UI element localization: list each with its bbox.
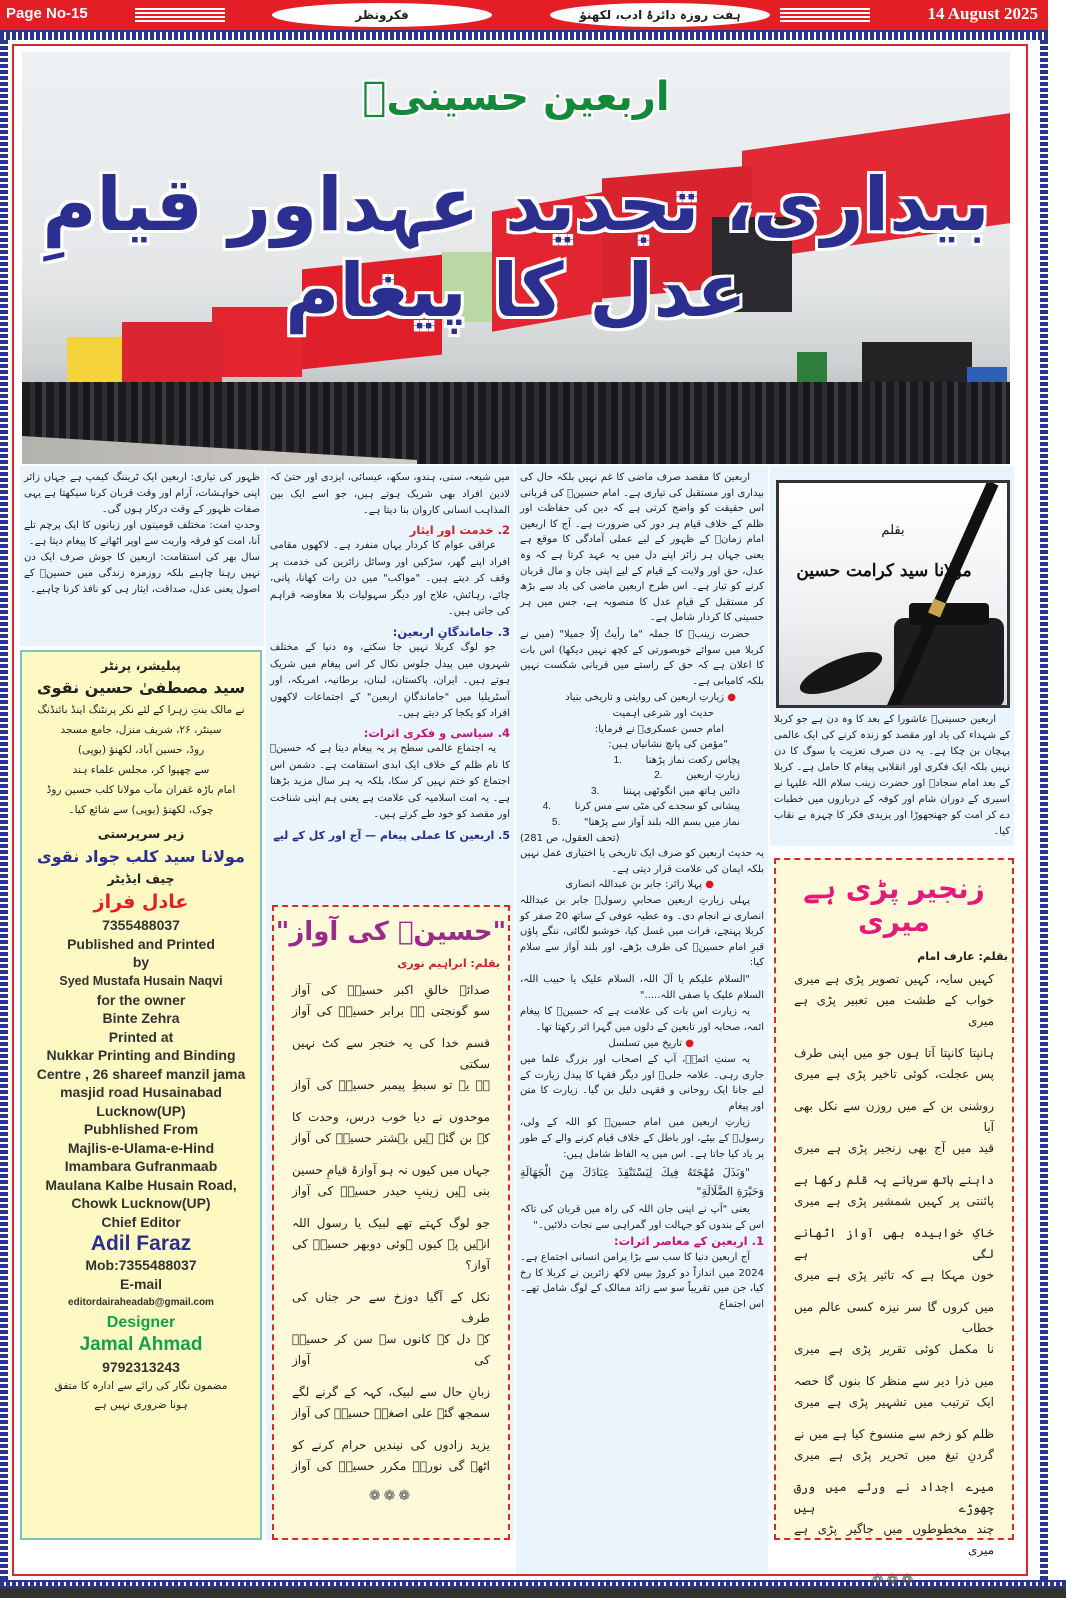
imprint-press-line: Nukkar Printing and Binding xyxy=(46,1047,236,1063)
col1-paragraph: سال بھر کی استقامت: اربعین کا جوش صرف ایک دن نہیں رہنا چاہیے بلکہ روزمرہ زندگی میں حسینؑ کے اصول یعنی عدل، صداقت، ایثار ہی کو نافذ کرنا چاہیے۔ xyxy=(24,552,260,595)
poem-line: میرے اجداد نے ورثے میں ورق چھوڑے ہیں xyxy=(794,1480,994,1515)
col1-paragraph: ظہور کی تیاری: اربعین ایک ٹریننگ کیمپ ہے جہاں زائر اپنی خواہشات، آرام اور وقت قربان کرنا سیکھتا ہے یہی صفات ظہور کے وقت درکار ہوں گی۔ xyxy=(24,472,260,515)
list-text: زیارتِ اربعین xyxy=(686,770,740,782)
imprint-mobile: Mob:7355488037 xyxy=(85,1257,197,1273)
col3-salam: "السلام علیکم یا آلَ اللہ، السلام علیک یا حبیب اللہ، السلام علیک یا صفی اللہ....." xyxy=(520,974,764,1001)
col3-subheading: "مؤمن کی پانچ نشانیاں ہیں: xyxy=(608,739,728,751)
imprint-chief-editor-label-en: Chief Editor xyxy=(101,1213,181,1230)
col2-intro: میں شیعہ، سنی، ہندو، سکھ، عیسائی، ایزدی اور حتیٰ کہ لادین افراد بھی شریک ہوتے ہیں، جو اسے ایک بین المذاہب انسانی کاروان بنا دیتا ہے۔ xyxy=(270,472,510,516)
list-number: 5. xyxy=(551,817,561,829)
col2-article xyxy=(270,470,510,844)
poem-stanza xyxy=(776,1371,1012,1413)
poem-line: پس عجلت، کوئی تاخیر پڑی ہے میری xyxy=(794,1067,994,1081)
poem-line: نا مکمل کوئی تقریر پڑی ہے میری xyxy=(794,1342,994,1356)
poem-line: ایک ترتیب میں تشہیر پڑی ہے میری xyxy=(794,1395,994,1409)
masthead-stripes-right xyxy=(780,8,870,22)
col3-paragraph: یہ سنتِ ائمہؑ، آپ کے اصحاب اور بزرگ علما میں جاری رہی۔ علامہ حلیؒ اور دیگر فقہا کا پیدل زیارت کے لیے جانا ایک روحانی و فقہی دلیل بن گیا۔ زیارت کا متن اور پیغام xyxy=(520,1053,764,1112)
col2-heading-practical-message: 5. اربعین کا عملی پیغام — آج اور کل کے لیے xyxy=(273,828,510,842)
list-number: 4. xyxy=(542,801,552,813)
poem-stanza xyxy=(776,1424,1012,1466)
imprint-address-line: نے مالک بنتِ زہرا کے لئے نکر پرنٹنگ اینڈ بائنڈنگ xyxy=(37,704,245,716)
poem-line: یزید زادوں کی نیندیں حرام کرنے کو xyxy=(292,1438,490,1452)
poem-stanza xyxy=(776,1170,1012,1212)
col3-heading-contemporary: 1. اربعین کے معاصر اثرات: xyxy=(614,1234,764,1249)
list-text: پچاس رکعت نماز پڑھنا xyxy=(645,754,740,766)
poem-stanza xyxy=(274,1213,508,1276)
poem-line: موحدوں نے دیا خوب درس، وحدت کا xyxy=(292,1110,490,1124)
poem-stanza xyxy=(274,1033,508,1096)
poem-line: جہاں میں کیوں نہ ہو آوازۂ قیامِ حسین xyxy=(292,1163,490,1177)
poem-stanza xyxy=(776,1096,1012,1159)
imprint-by: by xyxy=(132,954,150,970)
hero-kicker: اربعین حسینیؑ xyxy=(362,74,670,120)
col2-heading-left-behind: 3. جاماندگانِ اربعین: xyxy=(392,624,510,639)
imprint-office-line: Chowk Lucknow(UP) xyxy=(71,1195,211,1211)
imprint-box xyxy=(20,650,262,1540)
imprint-publisher-name-en: Syed Mustafa Husain Naqvi xyxy=(59,973,223,988)
poem-stanza xyxy=(776,1043,1012,1085)
poem-stanza xyxy=(274,1107,508,1149)
poem-line: چند مخطوطوں میں جاگیر پڑی ہے میری xyxy=(794,1522,994,1557)
poem-line: خاکِ خوابیدہ بھی آواز اٹھانے لگی ہے xyxy=(794,1226,994,1261)
poem-line: روشنی بن کے میں روزن سے نکل بھی آیا xyxy=(794,1099,994,1134)
imprint-disclaimer: مضمون نگار کی رائے سے ادارہ کا متفق ہونا ضروری نہیں ہے xyxy=(54,1379,228,1411)
imprint-address-line: روڈ، حسین آباد، لکھنؤ (یوپی) xyxy=(77,744,205,756)
poem-line: ہانپتا کانپتا آتا ہوں جو میں اپنی طرف xyxy=(794,1046,994,1060)
poem-line: میں کروں گا سر نیزہ کسی عالم میں خطاب xyxy=(794,1300,994,1335)
col3-bullet-text: تاریخ میں تسلسل xyxy=(608,1038,683,1050)
masthead-stripes-left xyxy=(135,8,225,22)
list-item xyxy=(520,768,764,784)
imprint-published-from: Pubhlished From xyxy=(83,1121,199,1137)
col3-bullet-heading xyxy=(520,877,764,893)
imprint-press-line: Centre , 26 shareef manzil jama xyxy=(36,1065,246,1082)
column-name-badge: فکرونظر xyxy=(272,3,492,27)
frame-top-border xyxy=(0,30,1048,40)
poem-line: ظلم کو زخم سے منسوخ کیا ہے میں نے xyxy=(794,1427,994,1441)
poem-stanza xyxy=(274,1382,508,1424)
col3-signs-list xyxy=(520,753,764,831)
col3-bullet-heading xyxy=(520,1036,764,1052)
poem2-title: زنجیر پڑی ہے میری xyxy=(803,872,985,938)
poem-line: ہے یہ تو سبطِ پیمبر حسینؑ کی آواز xyxy=(292,1078,490,1092)
poem-line: کہ دل کے کانوں سے سن کر حسینؑ کی آواز xyxy=(292,1332,490,1367)
poem-line: انہیں پہ کیوں ہوئی دوبھر حسینؑ کی آواز؟ xyxy=(292,1237,490,1272)
poem-line: قید میں آج بھی زنجیر پڑی ہے میری xyxy=(794,1141,994,1155)
col2-paragraph: جو لوگ کربلا نہیں جا سکتے، وہ دنیا کے مختلف شہروں میں پیدل جلوس نکال کر اس پیغام میں شریک ہوتے ہیں۔ ایران، پاکستان، لبنان، برطانیہ، امریکہ، اور آسٹریلیا میں "جاماندگانِ اربعین" کے اجتماعات لاکھوں افراد کو یکجا کر دیتے ہیں۔ xyxy=(270,642,510,719)
poem2-byline: بقلم: عارف امام xyxy=(917,950,1008,963)
col3-paragraph: یہ زیارت اس بات کی علامت ہے کہ حسینؑ کا پیغام ائمہ، صحابہ اور تابعین کے دلوں میں گہرا اثر رکھتا تھا۔ xyxy=(520,1006,764,1033)
bullet-icon: ● xyxy=(702,879,714,891)
poem1-byline: بقلم: ابراہیم نوری xyxy=(397,957,500,970)
poem2-end-mark: ❁❁❁ xyxy=(871,1572,917,1588)
bullet-icon: ● xyxy=(682,1038,694,1050)
col3-paragraph: اربعین کا مقصد صرف ماضی کا غم نہیں بلکہ حال کی بیداری اور مستقبل کی تیاری ہے۔ امام حسینؑ کی قربانی اس حقیقت کو واضح کرتی ہے کہ دین کی حفاظت اور ظلم کے خلاف قیام ہر دور کی ضرورت ہے۔ آج کا اربعین امام زمانؑ کے ظہور کے لیے عملی آمادگی کا موقع ہے یعنی جہاں ہر زائر اپنے دل میں یہ عہد کرتا ہے کہ وہ عدل، حق اور ولایت کے قیام کے لیے اپنی جان و مال قربان کرنے کو تیار ہے۔ اس طرح اربعین ماضی کی یاد سے بڑھ کر مستقبل کے قیامِ عدل کا منصوبہ ہے، جس میں ہر حسینی کا کردار شامل ہے۔ xyxy=(520,472,764,624)
hero-photo xyxy=(22,52,1010,464)
imprint-chief-editor-name-en: Adil Faraz xyxy=(90,1232,192,1255)
imprint-phone: 7355488037 xyxy=(102,917,180,933)
poem-line: کہ بن گئے ہیں بہشتر حسینؑ کی آواز xyxy=(292,1131,490,1145)
poem-stanza xyxy=(776,1297,1012,1360)
poem-line: داہنے ہاتھ سرہانے پہ قلم رکھا ہے xyxy=(794,1173,994,1187)
imprint-printed-at: Printed at xyxy=(108,1028,174,1045)
poem-stanza xyxy=(274,1287,508,1371)
col4-paragraph: اربعین حسینیؑ عاشورا کے بعد کا وہ دن ہے جو کربلا کے شہداء کی یاد اور مقصد کو زندہ کرنے کی ایک عالمی پہچان بن چکا ہے۔ یہ دن صرف تعزیت یا سوگ کا دن نہیں بلکہ ایک فکری اور انقلابی پیغام کا حامل ہے۔ کربلا کے بعد امام سجادؑ اور حضرت زینب سلام اللہ علیہا نے اسیری کے دوران شام اور کوفہ کے درباروں میں خطبات دے کر امت کو جھنجھوڑا اور یزیدی فکر کا چہرہ بے نقاب کیا۔ xyxy=(774,714,1010,837)
poem1-end-mark: ❁❁❁ xyxy=(368,1488,414,1504)
poem-line: قسم خدا کی یہ خنجر سے کٹ نہیں سکتی xyxy=(292,1036,490,1071)
imprint-email[interactable]: editordairaheadab@gmail.com xyxy=(68,1297,214,1308)
frame-left-border xyxy=(0,40,8,1580)
poem-stanza xyxy=(776,1223,1012,1286)
imprint-office-line: Imambara Gufranmaab xyxy=(64,1158,218,1174)
imprint-address-line: سے چھپوا کر، مجلس علماء ہند xyxy=(72,764,210,776)
col3-bullet-text: زیارتِ اربعین کی روایتی و تاریخی بنیاد xyxy=(565,692,725,704)
col3-subheading: امام حسن عسکریؑ نے فرمایا: xyxy=(594,723,724,735)
col2-paragraph: یہ اجتماع عالمی سطح پر یہ پیغام دیتا ہے کہ حسینؑ کا نام ظلم کے خلاف ایک ابدی استقامت ہے۔ دشمن اس اجتماع کو ختم نہیں کر سکا، بلکہ یہ ہر سال مزید بڑھتا ہے۔ یہ امت اسلامیہ کی علامت ہے یعنی ہم اپنی شناخت اور مقصد کو خود طے کرتے ہیں۔ xyxy=(270,743,510,820)
poem-line: نکل کے آگیا دوزخ سے حر جناں کی طرف xyxy=(292,1290,490,1325)
imprint-chief-editor-name-ur: عادل فراز xyxy=(93,891,189,913)
col1-paragraph: وحدتِ امت: مختلف قومیتوں اور زبانوں کا ایک پرچم تلے آنا، امت کو فرقہ واریت سے اوپر اٹھانے کا پیغام دیتا ہے۔ xyxy=(24,520,260,547)
poem-stanza xyxy=(776,1477,1012,1561)
imprint-designer-phone: 9792313243 xyxy=(102,1359,180,1375)
col3-article xyxy=(520,470,764,1313)
poem-line: پائنتی پر کہیں شمشیر پڑی ہے میری xyxy=(794,1194,994,1208)
poem-line: کہیں سایہ، کہیں تصویر پڑی ہے میری xyxy=(794,972,994,986)
imprint-publisher-label: پبلیشر، پرنٹر xyxy=(101,658,181,673)
col2-paragraph: عراقی عوام کا کردار یہاں منفرد ہے۔ لاکھوں مقامی افراد اپنے گھر، سڑکیں اور وسائل زائرین کی خدمت پر وقف کر دیتے ہیں۔ "مواکب" میں دن رات کھانا، پانی، چائے، رہائش، علاج اور دیگر سہولیات بلا معاوضہ فراہم کی جاتی ہیں۔ xyxy=(270,540,510,617)
col4-article xyxy=(774,712,1010,841)
list-number: 2. xyxy=(654,770,663,782)
author-name: مولانا سید کرامت حسین xyxy=(796,561,972,581)
author-pen-image xyxy=(776,480,1010,708)
poem-line: خون مہکا ہے کہ تاثیر پڑی ہے میری xyxy=(794,1268,994,1282)
issue-date: 14 August 2025 xyxy=(927,4,1038,23)
imprint-address-line: سینٹر، ۲۶، شریف منزل، جامع مسجد xyxy=(60,724,222,736)
poem-line: سمجھ گئے علی اصغرؑ حسینؑ کی آواز xyxy=(292,1406,490,1420)
pen-inkwell-illustration xyxy=(779,483,1010,708)
col3-paragraph: یعنی "آپ نے اپنی جان اللہ کی راہ میں قربان کی تاکہ اس کے بندوں کو جہالت اور گمراہی سے نجات دلائیں۔" xyxy=(520,1204,764,1231)
col3-reference: (تحف العقول، ص 281) xyxy=(520,832,620,844)
list-text: پیشانی کو سجدے کی مٹی سے مس کرنا xyxy=(574,801,740,813)
imprint-address-line: امام باڑہ غفران مآب مولانا کلب حسین روڈ xyxy=(46,784,236,796)
poem-line: صدائے خالقِ اکبر حسینؑ کی آواز xyxy=(292,983,490,997)
col3-subheading: حدیث اور شرعی اہمیت xyxy=(612,707,714,719)
inkwell-cap-icon xyxy=(909,603,989,625)
poem-box-chain xyxy=(774,858,1014,1588)
bullet-icon: ● xyxy=(724,692,736,704)
imprint-chief-editor-label-ur: چیف ایڈیٹر xyxy=(107,871,175,886)
col3-paragraph: آج اربعین دنیا کا سب سے بڑا پرامن انسانی اجتماع ہے۔ 2024 میں اندازاً دو کروڑ بیس لاکھ زائرین نے کربلا کا رخ کیا، جن میں تقریباً سو سے زائد ممالک کے لوگ شامل تھے۔ اس اجتماع xyxy=(520,1251,764,1310)
poem-line: بنی ہیں زینبِ حیدر حسینؑ کی آواز xyxy=(292,1184,490,1198)
list-number: 1. xyxy=(613,754,622,766)
poem-stanza xyxy=(274,1160,508,1202)
imprint-for-owner: for the owner xyxy=(96,991,186,1008)
list-number: 3. xyxy=(590,785,600,797)
col3-paragraph: حضرت زینبؑ کا جملہ "ما رأیتُ إلّا جمیلا" (میں نے کربلا میں سوائے خوبصورتی کے کچھ نہیں دیکھا) اس بات کا اعلان ہے کہ حق کے راستے میں قربانی شکست نہیں بلکہ کامیابی ہے۔ xyxy=(520,628,764,687)
imprint-designer-label: Designer xyxy=(106,1314,176,1331)
col3-bullet-heading xyxy=(520,690,764,706)
col3-arabic-quote: "وَبَذَلَ مُهْجَتَهُ فِيكَ لِيَسْتَنْقِذَ عِبَادَكَ مِنَ الْجَهَالَةِ وَحَيْرَةِ الضَّلَالَةِ" xyxy=(520,1166,764,1199)
col1-article xyxy=(24,470,260,598)
poem-line: خواب کے طشت میں تعبیر پڑی ہے میری xyxy=(794,993,994,1028)
imprint-office-line: Maulana Kalbe Husain Road, xyxy=(45,1176,237,1193)
list-item xyxy=(520,815,764,831)
col2-heading-service: 2. خدمت اور ایثار xyxy=(409,522,510,537)
poem-line: میں ذرا دیر سے منظر کا بنوں گا حصہ xyxy=(794,1374,994,1388)
imprint-owner: Binte Zehra xyxy=(102,1010,180,1026)
col3-paragraph: زیارتِ اربعین میں امام حسینؑ کو اللہ کے ولی، رسولؐ کے بیٹے، اور باطل کے خلاف قیام کرنے والے کے طور پر یاد کیا جاتا ہے۔ اس میں یہ الفاظ شامل ہیں: xyxy=(520,1117,764,1160)
poem1-title: "حسینؑ کی آواز" xyxy=(275,917,507,947)
poem-line: گردنِ تیغ میں تحریر پڑی ہے میری xyxy=(794,1448,994,1462)
pen-cap-icon xyxy=(795,644,887,703)
poem1-stanzas xyxy=(274,980,508,1477)
frame-bottom-bar xyxy=(0,1588,1066,1598)
imprint-designer-name: Jamal Ahmad xyxy=(79,1334,203,1355)
imprint-email-label: E-mail xyxy=(119,1275,162,1292)
author-by-label: بقلم xyxy=(881,523,905,538)
imprint-patron-name: مولانا سید کلب جواد نقوی xyxy=(37,847,245,866)
frame-right-border xyxy=(1040,40,1048,1580)
list-item xyxy=(520,784,764,800)
col3-paragraph: پہلی زیارتِ اربعین صحابیِ رسولؐ جابر بن عبداللہ انصاری نے انجام دی۔ وہ عطیہ عوفی کے ساتھ 20 صفر کو کربلا پہنچے، فرات میں غسل کیا، خوشبو لگائی، ننگے پاؤں قبرِ امام حسینؑ کی طرف بڑھے، اور بلند آواز سے سلام کیا: xyxy=(520,895,764,969)
list-item xyxy=(520,799,764,815)
poem-stanza xyxy=(274,980,508,1022)
imprint-address-line: چوک، لکھنؤ (یوپی) سے شائع کیا۔ xyxy=(68,804,214,816)
imprint-publisher-name-ur: سید مصطفیٰ حسین نقوی xyxy=(36,678,246,697)
hero-headline: بیداری، تجدید عہداور قیامِ عدل کا پیغام xyxy=(42,162,990,334)
imprint-office-line: Majlis-e-Ulama-e-Hind xyxy=(67,1139,215,1156)
poem-line: زبانِ حال سے لبیک، کہہ کے گرنے لگے xyxy=(292,1385,490,1399)
imprint-published-printed: Published and Printed xyxy=(67,935,215,952)
poem-stanza xyxy=(776,969,1012,1032)
col2-heading-political: 4. سیاسی و فکری اثرات: xyxy=(363,725,510,740)
poem-line: جو لوگ کہتے تھے لبیک یا رسول اللہ xyxy=(292,1216,490,1230)
col3-bullet-text: پہلا زائر: جابر بن عبداللہ انصاری xyxy=(565,879,703,891)
poem-line: اٹھے گی نوریؔ مکرر حسینؑ کی آواز xyxy=(292,1459,490,1473)
col3-paragraph: یہ حدیث اربعین کو صرف ایک تاریخی یا اختیاری عمل نہیں بلکہ ایمان کی علامت قرار دیتی ہے۔ xyxy=(520,848,764,875)
imprint-press-line: masjid road Husainabad xyxy=(60,1084,222,1100)
imprint-patron-label: زیر سرپرستی xyxy=(97,826,185,841)
poem-stanza xyxy=(274,1435,508,1477)
poem-box-husain-voice xyxy=(272,905,510,1540)
poem2-stanzas xyxy=(776,969,1012,1561)
publication-name-badge: ہفت روزہ دائرۂ ادب، لکھنؤ xyxy=(550,3,770,27)
flag-yellow xyxy=(67,337,122,387)
list-text: دائیں ہاتھ میں انگوٹھی پہننا xyxy=(622,785,740,797)
masthead-bar xyxy=(0,0,1048,30)
pen-band-icon xyxy=(934,601,940,615)
list-item xyxy=(520,753,764,769)
page-number: Page No-15 xyxy=(6,5,88,22)
poem-line: سو گونجتی ہے برابر حسینؑ کی آواز xyxy=(292,1004,490,1018)
imprint-press-line: Lucknow(UP) xyxy=(96,1102,186,1119)
list-text: نماز میں بسم اللہ بلند آواز سے پڑھنا" xyxy=(583,817,740,829)
